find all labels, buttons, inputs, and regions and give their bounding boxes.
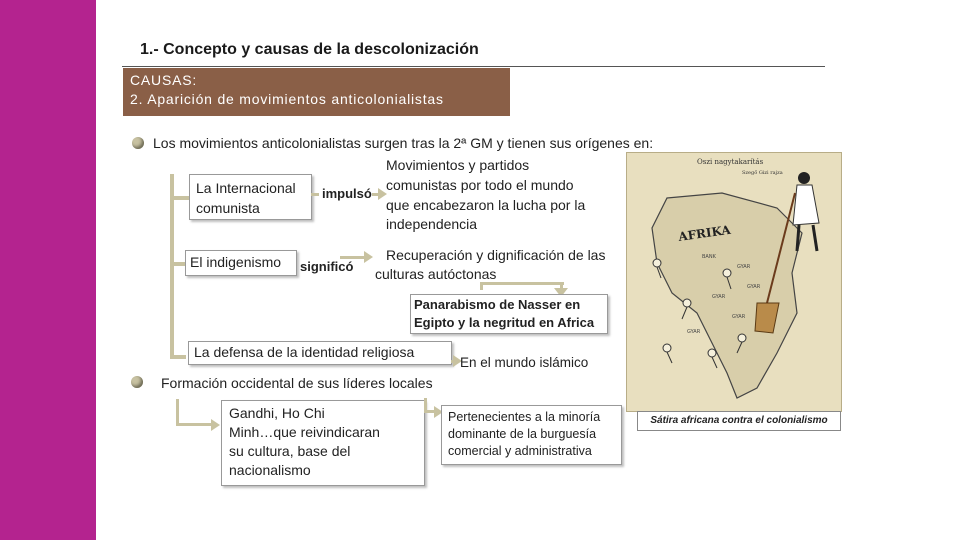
arrow-head	[211, 419, 220, 431]
verb-impulso: impulsó	[322, 186, 372, 201]
leaders-box	[221, 400, 425, 486]
indigenismo-box	[185, 250, 297, 276]
bullet-origins-text: Los movimientos anticolonialistas surgen tras la 2ª GM y tienen sus orígenes en:	[153, 135, 654, 151]
leaders-line2: Minh…que reivindicaran	[229, 424, 380, 440]
panarabismo-line1: Panarabismo de Nasser en	[414, 297, 581, 312]
illustration-signature: Szegő Gizi rajza	[742, 170, 783, 176]
causas-subheading: 2. Aparición de movimientos anticolonialistas	[130, 91, 444, 107]
connector-branch	[170, 196, 190, 200]
svg-text:GYAR: GYAR	[687, 329, 701, 335]
internacional-result-2: comunistas por todo el mundo	[386, 177, 574, 193]
origins-connector	[170, 174, 174, 358]
internacional-line1: La Internacional	[196, 180, 296, 196]
svg-text:GYAR: GYAR	[712, 294, 726, 300]
indigenismo-label: El indigenismo	[190, 254, 282, 270]
africa-satire-illustration	[626, 152, 842, 412]
panarabismo-line2: Egipto y la negritud en Africa	[414, 315, 595, 330]
bullet-leaders-text: Formación occidental de sus líderes locales	[161, 375, 433, 391]
slide-title: 1.- Concepto y causas de la descolonización	[140, 41, 479, 58]
figure-leg	[797, 225, 799, 251]
verb-significo: significó	[300, 259, 354, 274]
left-accent-bar	[0, 0, 96, 540]
internacional-line2: comunista	[196, 200, 260, 216]
arrow-line	[340, 256, 366, 259]
internacional-result-4: independencia	[386, 216, 478, 232]
causas-heading: CAUSAS:	[130, 72, 198, 88]
internacional-box	[189, 174, 312, 220]
arrow-line	[311, 193, 319, 196]
svg-text:GYAR: GYAR	[747, 284, 761, 290]
bullet-icon	[131, 376, 143, 388]
religiosa-label: La defensa de la identidad religiosa	[194, 344, 415, 360]
illustration-caption: Sátira africana contra el colonialismo	[637, 411, 841, 431]
minority-line2: dominante de la burguesía	[448, 427, 597, 441]
africa-map-drawing	[627, 153, 841, 411]
causas-header-box	[123, 68, 510, 116]
religiosa-result: En el mundo islámico	[460, 355, 589, 370]
religiosa-box	[188, 341, 452, 365]
arrow-line	[480, 282, 564, 285]
arrow-head	[364, 251, 373, 263]
minority-line3: comercial y administrativa	[448, 444, 592, 458]
svg-text:BANK: BANK	[702, 254, 716, 260]
leaders-line1: Gandhi, Ho Chi	[229, 405, 325, 421]
internacional-result-3: que encabezaron la lucha por la	[386, 197, 586, 213]
leaders-line3: su cultura, base del	[229, 443, 351, 459]
arrow-line	[176, 423, 212, 426]
africa-label: AFRIKA	[677, 222, 732, 244]
leaders-connector	[176, 399, 179, 425]
minority-box	[441, 405, 622, 465]
svg-text:GYAR: GYAR	[737, 264, 751, 270]
title-divider	[122, 66, 825, 67]
illustration-header: Oszi nagytakarítás	[697, 158, 764, 166]
leaders-line4: nacionalismo	[229, 462, 311, 478]
connector-branch	[170, 355, 186, 359]
internacional-result-1: Movimientos y partidos	[386, 157, 530, 173]
indigenismo-result-1: Recuperación y dignificación de las	[386, 247, 606, 263]
indigenismo-result-2: culturas autóctonas	[375, 266, 497, 282]
bullet-icon	[132, 137, 144, 149]
minority-line1: Pertenecientes a la minoría	[448, 410, 601, 424]
figure-head	[798, 172, 810, 184]
svg-text:GYAR: GYAR	[732, 314, 746, 320]
panarabismo-box	[410, 294, 608, 334]
